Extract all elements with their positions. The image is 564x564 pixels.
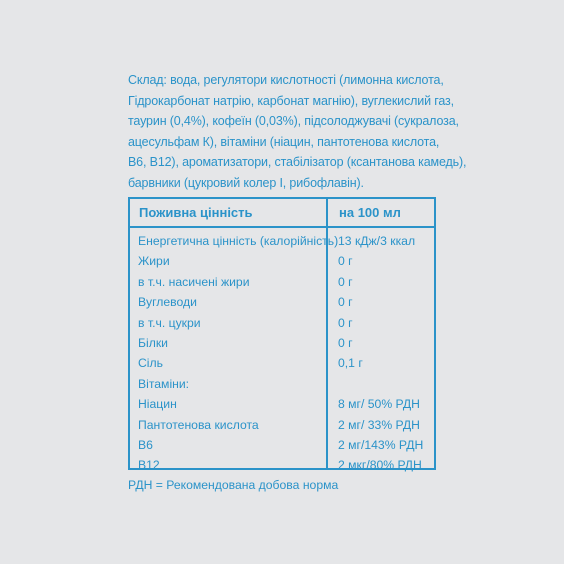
row-value: 0,1 г <box>338 356 363 371</box>
table-row <box>130 395 434 415</box>
row-label: B6 <box>138 437 153 452</box>
row-label: Енергетична цінність (калорійність) <box>138 234 339 248</box>
row-value: 8 мг/ 50% РДН <box>338 397 420 412</box>
nutrition-rows <box>130 232 434 477</box>
row-value: 2 мг/143% РДН <box>338 437 424 452</box>
table-row <box>130 293 434 313</box>
row-value: 0 г <box>338 295 353 310</box>
row-value: 2 мкг/80% РДН <box>338 458 422 473</box>
table-row <box>130 456 434 476</box>
nutrition-header-value: на 100 мл <box>339 205 401 220</box>
row-value: 0 г <box>338 335 353 350</box>
row-label: в т.ч. цукри <box>138 315 201 330</box>
ingredients-line: Гідрокарбонат натрію, карбонат магнію), вуглекислий газ, <box>128 93 454 108</box>
ingredients-line: таурин (0,4%), кофеїн (0,03%), підсолоджувачі (сукралоза, <box>128 114 459 129</box>
table-row <box>130 232 434 252</box>
header-divider <box>130 226 434 228</box>
row-label: Вуглеводи <box>138 295 197 310</box>
table-row <box>130 334 434 354</box>
table-row <box>130 416 434 436</box>
row-label: B12 <box>138 458 160 473</box>
table-row <box>130 252 434 272</box>
row-value: 0 г <box>338 315 353 330</box>
row-value: 0 г <box>338 274 353 289</box>
footnote: РДН = Рекомендована добова норма <box>128 478 339 492</box>
nutrition-table <box>128 197 436 473</box>
row-label: Ніацин <box>138 397 177 412</box>
table-row <box>130 314 434 334</box>
row-value: 2 мг/ 33% РДН <box>338 417 420 432</box>
ingredients-line: ацесульфам К), вітаміни (ніацин, пантотенова кислота, <box>128 134 440 149</box>
row-label: Білки <box>138 335 168 350</box>
table-row <box>130 436 434 456</box>
ingredients-line: барвники (цукровий колер I, рибофлавін). <box>128 175 364 190</box>
row-value: 0 г <box>338 254 353 269</box>
row-label: Сіль <box>138 356 163 371</box>
row-label: в т.ч. насичені жири <box>138 274 250 289</box>
row-label: Жири <box>138 254 170 269</box>
table-row <box>130 375 434 395</box>
table-row <box>130 354 434 374</box>
ingredients-line: B6, B12), ароматизатори, стабілізатор (ксантанова камедь), <box>128 155 467 170</box>
ingredients-line: Склад: вода, регулятори кислотності (лимонна кислота, <box>128 73 444 87</box>
row-label: Вітаміни: <box>138 376 190 391</box>
nutrition-header-label: Поживна цінність <box>139 205 253 220</box>
row-value: 13 кДж/3 ккал <box>338 234 416 248</box>
row-label: Пантотенова кислота <box>138 417 259 432</box>
table-row <box>130 273 434 293</box>
ingredients-text <box>128 70 467 194</box>
